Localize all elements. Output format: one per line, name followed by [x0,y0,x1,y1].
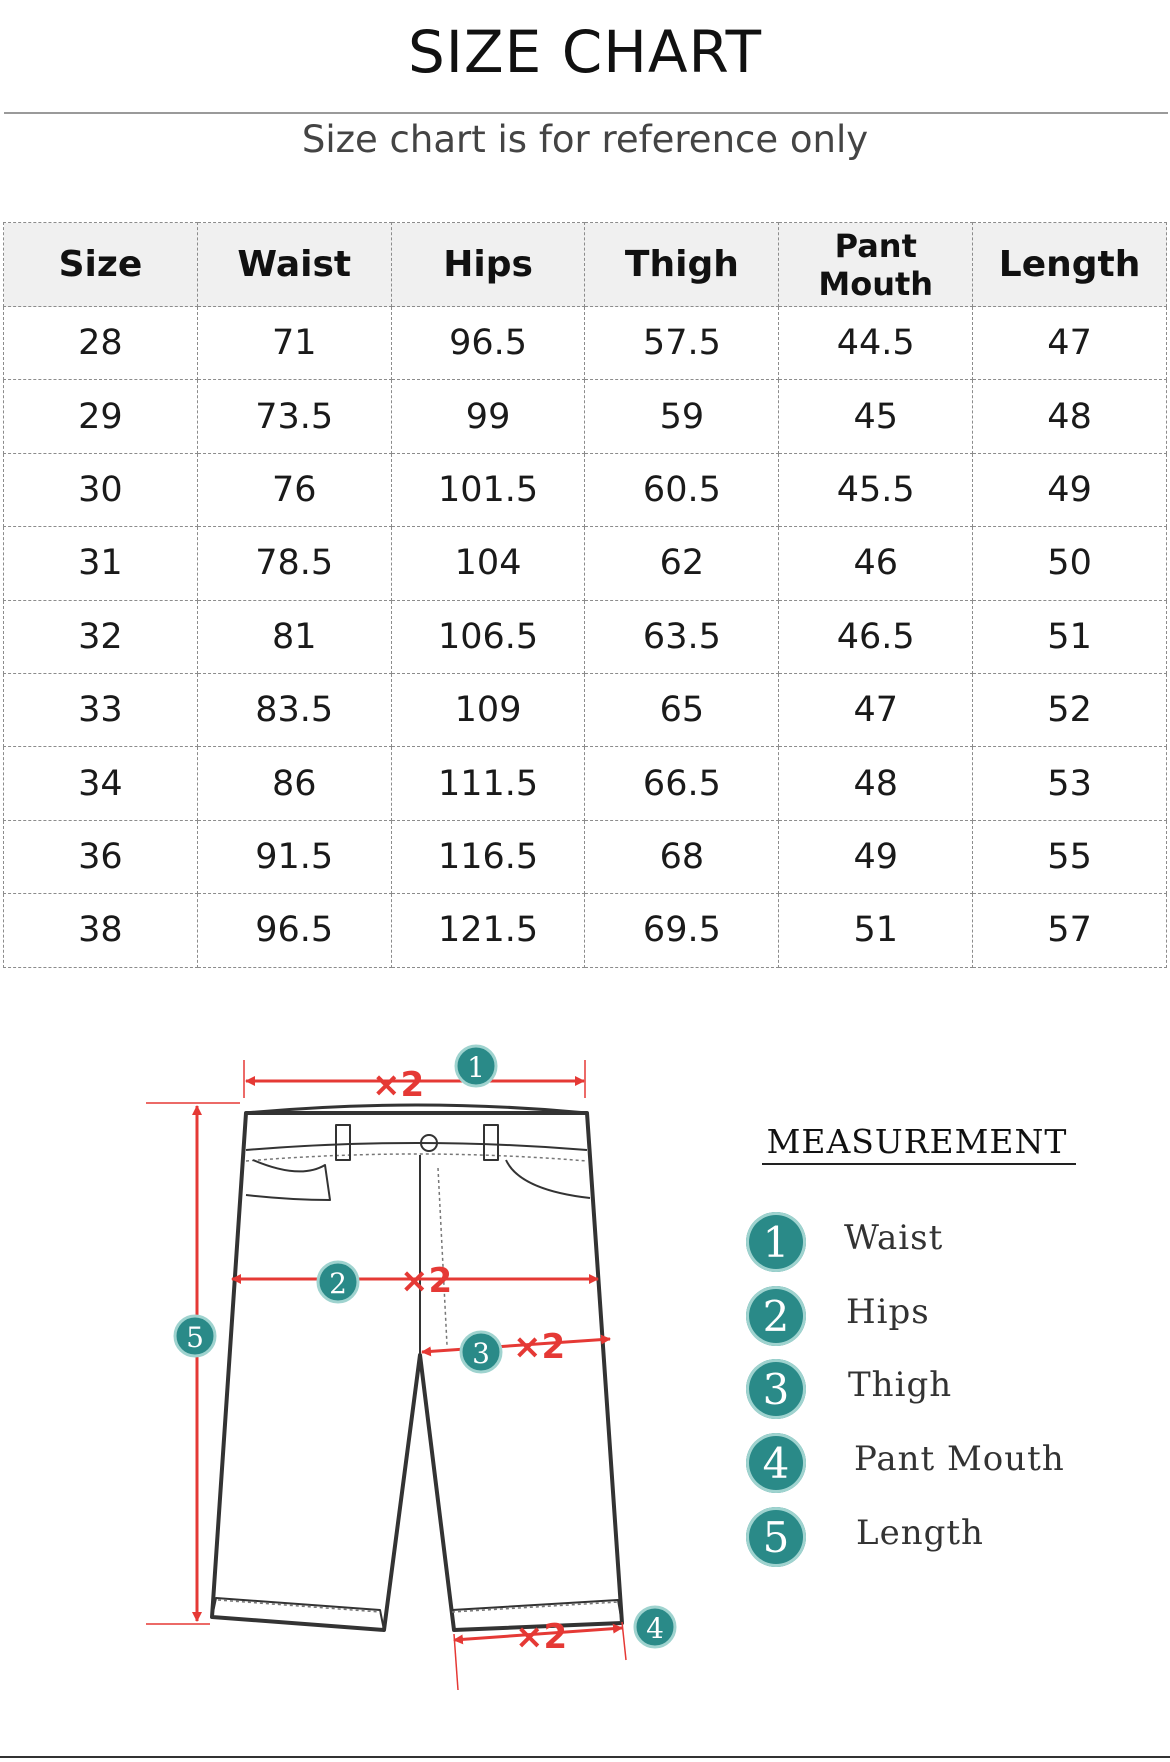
thigh-multiplier: ×2 [513,1327,566,1367]
cell-length: 48 [973,380,1167,453]
cell-length: 52 [973,673,1167,746]
cell-size: 31 [4,527,198,600]
cell-thigh: 59 [585,380,779,453]
shorts-outline [212,1105,622,1630]
cell-hips: 101.5 [391,453,585,526]
cell-pant-mouth: 51 [779,894,973,967]
cell-waist: 78.5 [197,527,391,600]
cell-size: 30 [4,453,198,526]
waist-multiplier: ×2 [372,1065,425,1105]
badge-2 [318,1262,358,1302]
header-hips: Hips [391,223,585,307]
cell-size: 28 [4,307,198,380]
legend-label-thigh: Thigh [848,1365,953,1405]
cell-pant-mouth: 45.5 [779,453,973,526]
legend-title: MEASUREMENT [766,1122,1068,1161]
cell-waist: 86 [197,747,391,820]
cell-waist: 73.5 [197,380,391,453]
cell-length: 50 [973,527,1167,600]
cell-thigh: 57.5 [585,307,779,380]
legend-label-hips: Hips [846,1292,930,1332]
cell-hips: 104 [391,527,585,600]
cell-thigh: 62 [585,527,779,600]
header-size: Size [4,223,198,307]
header-length: Length [973,223,1167,307]
badge-1 [456,1046,496,1086]
badge-4 [635,1607,675,1647]
legend-label-pant-mouth: Pant Mouth [854,1439,1065,1479]
cell-waist: 96.5 [197,894,391,967]
cell-pant-mouth: 49 [779,820,973,893]
cell-pant-mouth: 45 [779,380,973,453]
cell-size: 38 [4,894,198,967]
cell-size: 33 [4,673,198,746]
cell-hips: 106.5 [391,600,585,673]
badge-3 [461,1332,501,1372]
cell-pant-mouth: 46 [779,527,973,600]
cell-pant-mouth: 47 [779,673,973,746]
legend-badge-3: 3 [746,1359,806,1419]
cell-length: 51 [973,600,1167,673]
badge-1-number: 1 [467,1051,485,1084]
cell-size: 36 [4,820,198,893]
cell-thigh: 68 [585,820,779,893]
bottom-divider [0,1756,1170,1758]
cell-thigh: 66.5 [585,747,779,820]
pant-mouth-multiplier: ×2 [515,1617,568,1657]
page-subtitle: Size chart is for reference only [301,118,869,161]
legend-badge-4: 4 [746,1433,806,1493]
cell-pant-mouth: 44.5 [779,307,973,380]
cell-pant-mouth: 46.5 [779,600,973,673]
cell-thigh: 63.5 [585,600,779,673]
page-title: SIZE CHART [407,18,763,86]
badge-3-number: 3 [472,1337,490,1370]
header-waist: Waist [197,223,391,307]
badge-5 [175,1316,215,1356]
cell-length: 49 [973,453,1167,526]
cell-pant-mouth: 48 [779,747,973,820]
cell-hips: 96.5 [391,307,585,380]
cell-length: 57 [973,894,1167,967]
cell-waist: 91.5 [197,820,391,893]
cell-length: 55 [973,820,1167,893]
cell-hips: 116.5 [391,820,585,893]
badge-2-number: 2 [329,1267,347,1300]
legend-title-underline [762,1163,1076,1165]
legend-badge-2: 2 [746,1286,806,1346]
cell-length: 53 [973,747,1167,820]
cell-waist: 83.5 [197,673,391,746]
cell-thigh: 69.5 [585,894,779,967]
cell-waist: 71 [197,307,391,380]
cell-waist: 81 [197,600,391,673]
cell-hips: 99 [391,380,585,453]
cell-hips: 121.5 [391,894,585,967]
cell-size: 29 [4,380,198,453]
cell-thigh: 60.5 [585,453,779,526]
cell-hips: 109 [391,673,585,746]
cell-size: 34 [4,747,198,820]
badge-5-number: 5 [186,1321,204,1354]
legend-badge-5: 5 [746,1507,806,1567]
cell-waist: 76 [197,453,391,526]
cell-thigh: 65 [585,673,779,746]
legend-badge-1: 1 [746,1212,806,1272]
cell-size: 32 [4,600,198,673]
header-thigh: Thigh [585,223,779,307]
hips-multiplier: ×2 [400,1261,453,1301]
header-pant-mouth: Pant Mouth [779,223,973,307]
legend-label-length: Length [856,1513,984,1553]
cell-length: 47 [973,307,1167,380]
cell-hips: 111.5 [391,747,585,820]
legend-label-waist: Waist [844,1218,944,1258]
badge-4-number: 4 [646,1612,664,1645]
